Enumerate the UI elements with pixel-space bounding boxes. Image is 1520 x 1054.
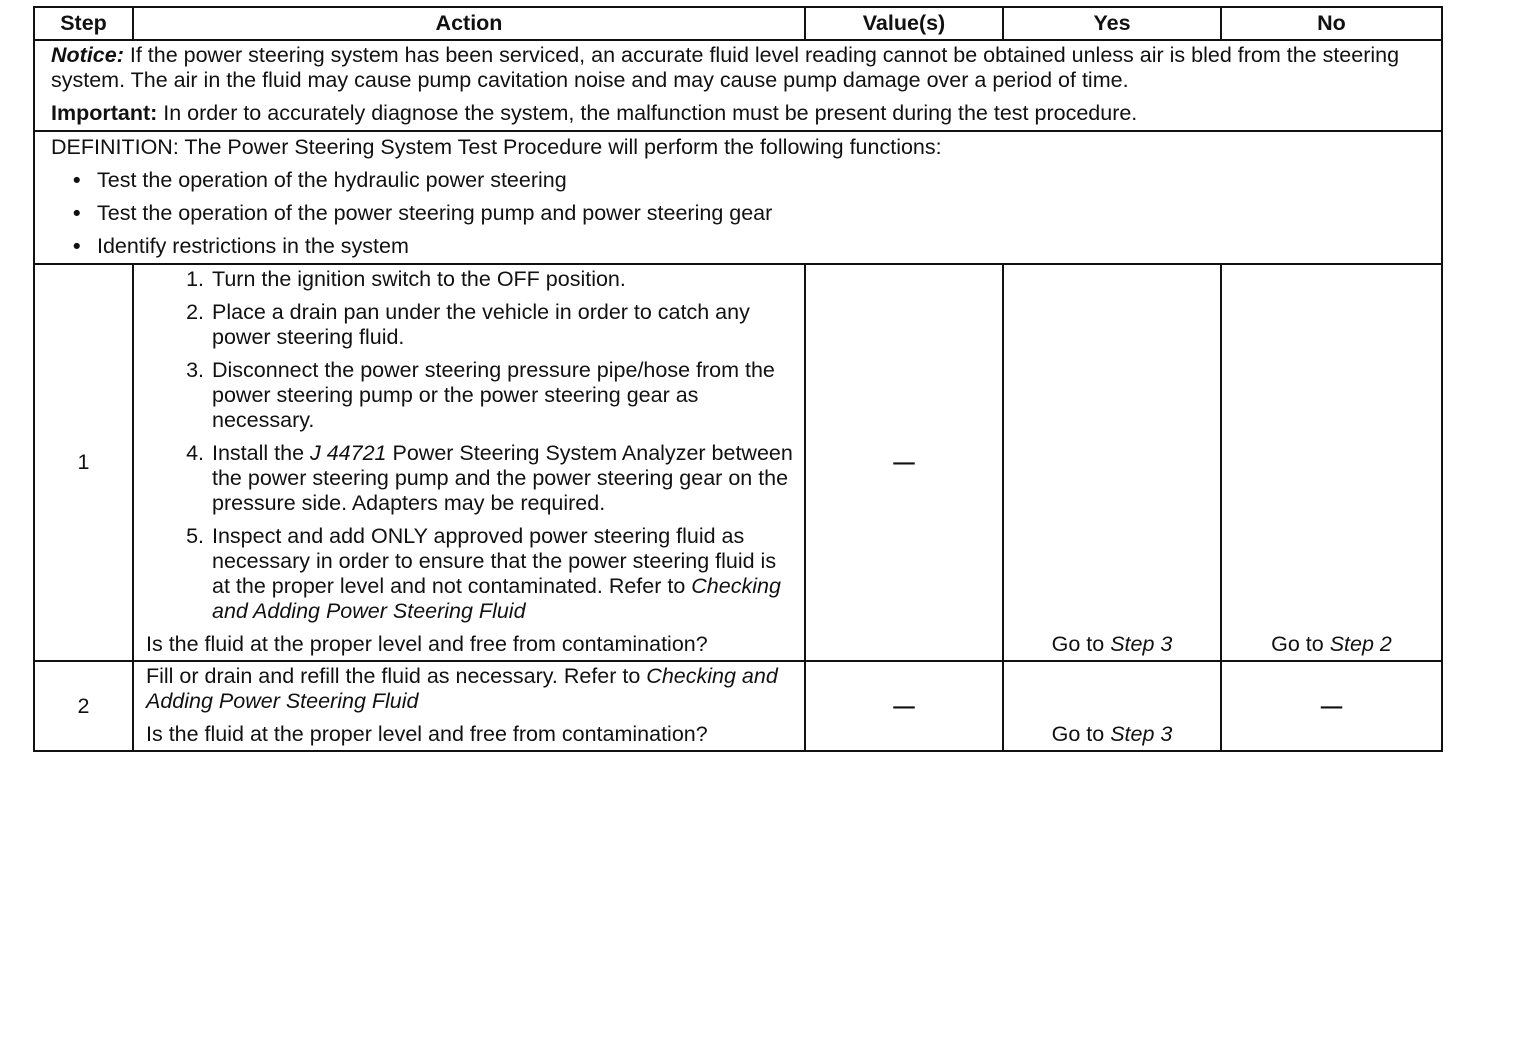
header-yes: Yes (1003, 7, 1221, 40)
no-step-link[interactable]: Step 2 (1329, 632, 1392, 656)
yes-step-link[interactable]: Step 3 (1110, 632, 1173, 656)
notice-text: If the power steering system has been serviced, an accurate fluid level reading cannot be obtained unless air is bled from the steering system. The air in the fluid may cause pump cavitation noise and may cause pump damage over a period of time. (51, 43, 1400, 92)
yes-cell: Go to Step 3 (1003, 264, 1221, 661)
instruction-item: 5. Inspect and add ONLY approved power steering fluid as necessary in order to ensure that the power steering fluid is at the proper level and not contaminated. Refer to Checking and Adding Power Steering Fluid (186, 524, 781, 623)
instruction-list (146, 267, 794, 624)
definition-cell (34, 131, 1442, 264)
header-values: Value(s) (805, 7, 1003, 40)
action-cell (133, 661, 805, 751)
action-cell (133, 264, 805, 661)
instruction-item: 2. Place a drain pan under the vehicle in order to catch any power steering fluid. (186, 300, 750, 349)
instruction-item: 4. Install the J 44721 Power Steering System Analyzer between the power steering pump and the power steering gear on the pressure side. Adapters may be required. (186, 441, 793, 515)
notice-label: Notice: (51, 43, 124, 67)
instruction-item: 1. Turn the ignition switch to the OFF position. (186, 267, 626, 291)
procedure-link[interactable]: Checking and Adding Power Steering Fluid (146, 664, 778, 713)
notice-cell (34, 40, 1442, 131)
definition-intro: DEFINITION: The Power Steering System Test Procedure will perform the following functions: (51, 135, 942, 159)
step-number: 2 (34, 661, 133, 751)
notice-row (34, 40, 1442, 131)
important-text: In order to accurately diagnose the system, the malfunction must be present during the test procedure. (157, 101, 1138, 125)
no-cell: Go to Step 2 (1221, 264, 1442, 661)
header-no: No (1221, 7, 1442, 40)
definition-list (51, 168, 1441, 259)
header-action: Action (133, 7, 805, 40)
value-cell: — (805, 264, 1003, 661)
definition-row (34, 131, 1442, 264)
definition-item: • Test the operation of the hydraulic power steering (73, 168, 1441, 193)
no-cell: — (1221, 661, 1442, 751)
step-number: 1 (34, 264, 133, 661)
step-instruction: Fill or drain and refill the fluid as necessary. Refer to Checking and Adding Power Steering Fluid (146, 664, 778, 713)
step-row-1 (34, 264, 1442, 661)
tool-reference: J 44721 (310, 441, 387, 465)
definition-item: • Identify restrictions in the system (73, 234, 1441, 259)
header-row (34, 7, 1442, 40)
value-cell: — (805, 661, 1003, 751)
step-question: Is the fluid at the proper level and free from contamination? (146, 632, 708, 656)
definition-item: • Test the operation of the power steering pump and power steering gear (73, 201, 1441, 226)
procedure-link[interactable]: Checking and Adding Power Steering Fluid (212, 574, 781, 623)
yes-cell: Go to Step 3 (1003, 661, 1221, 751)
header-step: Step (34, 7, 133, 40)
notice-paragraph (51, 43, 1441, 93)
step-question: Is the fluid at the proper level and free from contamination? (146, 722, 708, 746)
instruction-item: 3. Disconnect the power steering pressure pipe/hose from the power steering pump or the power steering gear as necessary. (186, 358, 775, 432)
yes-step-link[interactable]: Step 3 (1110, 722, 1173, 746)
step-row-2 (34, 661, 1442, 751)
diagnostic-table (33, 6, 1443, 752)
important-paragraph (51, 101, 1441, 126)
important-label: Important: (51, 101, 158, 125)
